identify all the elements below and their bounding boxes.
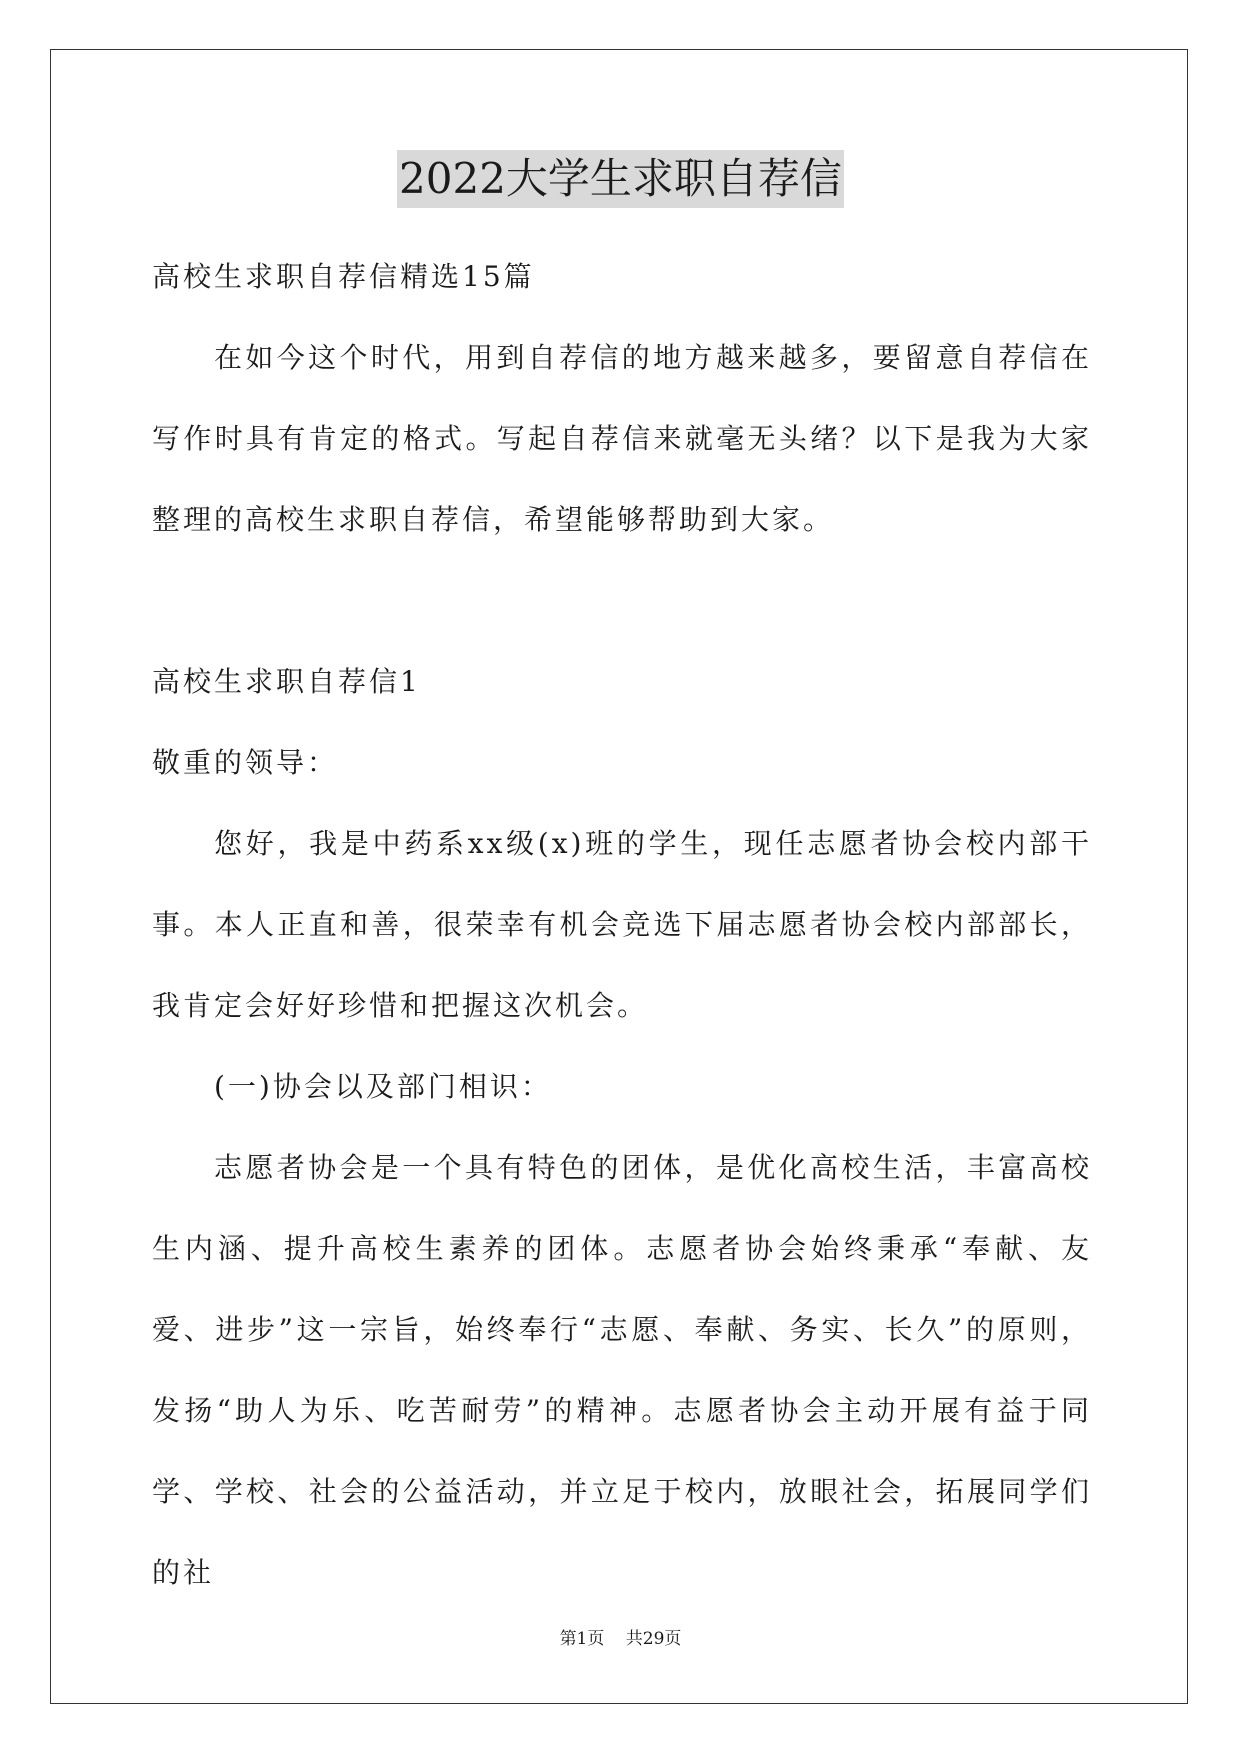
document-body [152,236,1092,1613]
page-total: 共29页 [625,1629,682,1649]
body-paragraph: 志愿者协会是一个具有特色的团体，是优化高校生活，丰富高校生内涵、提升高校生素养的团体。志愿者协会始终秉承“奉献、友爱、进步”这一宗旨，始终奉行“志愿、奉献、务实、长久”的原则，发扬“助人为乐、吃苦耐劳”的精神。志愿者协会主动开展有益于同学、学校、社会的公益活动，并立足于校内，放眼社会，拓展同学们的社 [152,1151,1092,1589]
intro-paragraph: 在如今这个时代，用到自荐信的地方越来越多，要留意自荐信在写作时具有肯定的格式。写起自荐信来就毫无头绪？以下是我为大家整理的高校生求职自荐信，希望能够帮助到大家。 [152,341,1092,536]
body-paragraph: 您好，我是中药系xx级(x)班的学生，现任志愿者协会校内部干事。本人正直和善，很荣幸有机会竞选下届志愿者协会校内部部长，我肯定会好好珍惜和把握这次机会。 [152,827,1092,1022]
title-container [0,150,1241,208]
subtitle: 高校生求职自荐信精选15篇 [152,260,535,293]
document-title: 2022大学生求职自荐信 [397,150,844,208]
section-heading: 高校生求职自荐信1 [152,665,421,698]
subheading: (一)协会以及部门相识： [214,1070,552,1103]
salutation: 敬重的领导： [152,746,339,779]
page-number: 第1页 [559,1629,605,1649]
page-footer [0,1624,1241,1649]
blank-line [152,560,1092,641]
